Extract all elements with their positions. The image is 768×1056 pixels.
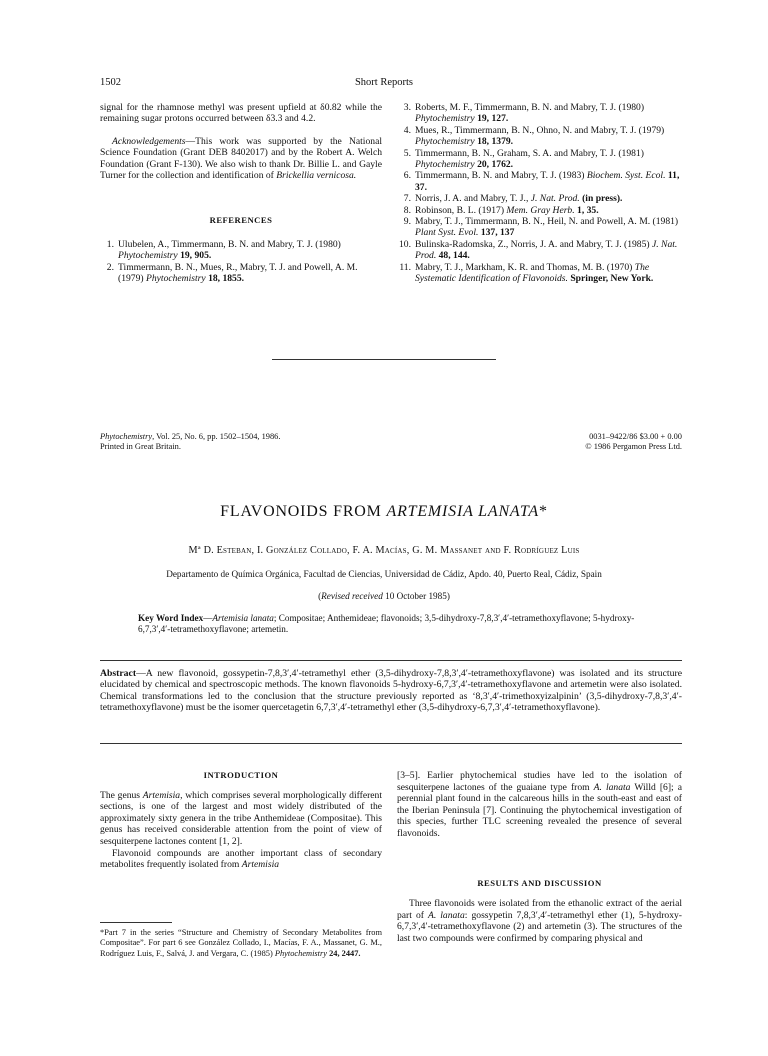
running-header: Short Reports [354,77,414,88]
page-number: 1502 [100,77,121,88]
reference-volume: Springer, New York. [567,273,654,285]
body-right-column [397,770,682,945]
reference-authors: Mabry, T. J., Timmermann, B. N., Heil, N. and Powell, A. M. (1981) [415,216,679,228]
reference-item [100,262,382,285]
reference-volume: 137, 137 [478,227,515,239]
text: Willd [6]; a perennial plant found in the calcareous hills in the south-east and east of the Iberian Peninsula [7]. Continuing the phytochemical investigation of this species, further TLC screening revealed the presence of several flavonoids. [397,781,682,839]
reference-number: 9. [403,216,411,228]
reference-volume: 19, 905. [177,250,212,262]
revised-label: Revised received [321,591,383,601]
reference-number: 7. [403,193,411,205]
reference-volume: 19, 127. [474,113,509,125]
reference-item [397,102,682,125]
text: , which comprises several morphologically different sections, is one of the largest and most widely distributed of the approximately sixty genera in the tribe Anthemideae (Compositae). This genus has received considerable attention from the point of view of sesquiterpene lactones content [1, 2]. [100,789,382,847]
references-list-right [397,102,682,285]
references-list-left [100,239,382,285]
reference-number: 10. [399,238,411,250]
key-word-species: Artemisia lanata [212,613,274,623]
reference-volume: 20, 1762. [474,159,514,171]
intro-paragraph-2 [100,848,382,871]
abstract-top-rule [100,660,682,661]
reference-volume: 48, 144. [436,250,470,262]
reference-journal: The Systematic Identification of Flavonoids. [415,261,650,285]
reference-authors: Timmermann, B. N. and Mabry, T. J. (1983) [415,170,587,182]
reference-volume: 11, 37. [415,170,680,193]
reference-authors: Timmermann, B. N., Graham, S. A. and Mabry, T. J. (1981) [415,147,644,159]
reference-journal: J. Nat. Prod. [530,193,580,205]
ack-label: Acknowledgements [112,135,186,147]
reference-journal: Biochem. Syst. Ecol. [586,170,666,182]
title-footnote [100,928,382,959]
reference-number: 5. [403,147,411,159]
reference-journal: Phytochemistry [415,159,475,171]
ack-text: —This work was supported by the National Science Foundation (Grant DEB 8402017) and by the Robert A. Welch Foundation (Grant F-130). We also wish to thank Dr. Billie L. and Gayle Turner for the collection and identification of [100,135,382,182]
reference-number: 8. [403,204,411,216]
reference-authors: Timmermann, B. N., Mues, R., Mabry, T. J. and Powell, A. M. (1979) [118,261,358,285]
reference-number: 4. [403,124,411,136]
results-paragraph [397,898,682,944]
abstract-label: Abstract [100,668,137,679]
reference-number: 1. [106,238,114,250]
intro-continued [397,770,682,840]
body-left-column [100,770,382,871]
text: Three flavonoids were isolated from the ethanolic extract of the aerial part of [397,898,682,921]
reference-item [397,239,682,262]
copyright-block [585,432,682,453]
abstract-text: —A new flavonoid, gossypetin-7,8,3′,4′-tetramethyl ether (3,5-dihydroxy-7,8,3′,4′-tetramethoxyflavone) was isolated and its structure elucidated by chemical and spectroscopic methods. The known flavonoids 5-hydroxy-6,7,3′,4′-tetramethoxyflavone and artemetin were also isolated. Chemical transformations led to the conclusion that the structure previously reported as ‘8,3′,4′-trimethoxyizalpinin’ (3,5-dihydroxy-7,8,3′,4′-tetramethoxyflavone) must be the isomer quercetagetin 6,7,3′,4′-tetramethyl ether (3,5-dihydroxy-6,7,3′,4′-tetramethoxyflavone). [100,668,682,714]
reference-journal: Phytochemistry [415,113,475,125]
revised-date-value: 10 October 1985 [382,591,447,601]
journal-volume: , Vol. 25, No. 6, pp. 1502–1504, 1986. [152,432,281,441]
reference-item [397,262,682,285]
reference-authors: Ulubelen, A., Timmermann, B. N. and Mabry, T. J. (1980) [118,238,341,250]
reference-number: 11. [399,261,411,273]
issn-code: 0031–9422/86 $3.00 + 0.00 [589,432,682,441]
article-title [0,503,768,521]
footnote-volume: 24, 2447. [326,948,361,958]
reference-authors: Bulinska-Radomska, Z., Norris, J. A. and Mabry, T. J. (1985) [415,238,652,250]
article-separator [272,359,496,360]
printed-in: Printed in Great Britain. [100,442,181,452]
revised-date: (Revised received 10 October 1985) [318,591,450,601]
authors: Mª D. Esteban, I. González Collado, F. A. Macías, G. M. Massanet and F. Rodríguez Luis [188,545,580,556]
journal-citation [100,432,280,453]
reference-authors: Mues, R., Timmermann, B. N., Ohno, N. and Mabry, T. J. (1979) [415,124,665,136]
reference-journal: Phytochemistry [415,136,475,148]
footnote-rule [100,922,172,923]
title-italic: ARTEMISIA LANATA [386,503,539,520]
reference-number: 6. [403,170,411,182]
reference-item [397,170,682,193]
reference-item [100,239,382,262]
title-plain: FLAVONOIDS FROM [220,503,387,520]
reference-journal: Mem. Gray Herb. [506,204,575,216]
text: : gossypetin 7,8,3′,4′-tetramethyl ether (1), 5-hydroxy-6,7,3′,4′-tetramethoxyflavone (2) and artemetin (3). The structures of the last two compounds were confirmed by comparing physical and [397,909,682,944]
copyright: © 1986 Pergamon Press Ltd. [585,442,682,452]
species-name: A. lanata [593,781,631,793]
reference-item [397,148,682,171]
species-name: A. lanata [427,909,465,921]
ack-species: Brickellia vernicosa. [276,170,357,182]
reference-authors: Roberts, M. F., Timmermann, B. N. and Mabry, T. J. (1980) [415,102,645,113]
reference-number: 3. [403,102,411,113]
reference-authors: Norris, J. A. and Mabry, T. J., [415,193,531,205]
text: Flavonoid compounds are another important class of secondary metabolites frequently isolated from [100,847,382,871]
reference-item [397,193,682,204]
affiliation: Departamento de Química Orgánica, Facultad de Ciencias, Universidad de Cádiz, Apdo. 40, Puerto Real, Cádiz, Spain [166,569,602,579]
prev-article-left-column [100,102,382,284]
introduction-heading: INTRODUCTION [203,770,279,780]
reference-number: 2. [106,261,114,273]
genus-name: Artemisia [241,859,280,871]
reference-authors: Mabry, T. J., Markham, K. R. and Thomas, M. B. (1970) [415,261,635,273]
reference-volume: 18, 1379. [474,136,514,148]
journal-name: Phytochemistry [100,432,153,441]
key-word-index: Key Word Index—Artemisia lanata; Compositae; Anthemideae; flavonoids; 3,5-dihydroxy-7,8,3′,4′-tetramethoxyflavone; 5-hydroxy-6,7,3′,4′-tetramethoxyflavone; artemetin. [138,613,635,634]
reference-authors: Robinson, B. L. (1917) [415,204,507,216]
title-footnote-mark: * [539,503,548,520]
genus-name: Artemisia [142,789,181,801]
reference-item [397,125,682,148]
reference-journal: Plant Syst. Evol. [415,227,479,239]
reference-journal: Phytochemistry [145,273,206,285]
intro-paragraph-1 [100,790,382,848]
text: [3–5]. Earlier phytochemical studies have led to the isolation of sesquiterpene lactones of the guaiane type from [397,770,682,793]
footnote-journal: Phytochemistry [274,948,327,958]
results-heading: RESULTS AND DISCUSSION [477,877,602,888]
reference-item [397,205,682,216]
key-word-list: ; Compositae; Anthemideae; flavonoids; 3,5-dihydroxy-7,8,3′,4′-tetramethoxyflavone; 5-hydroxy-6,7,3′,4′-tetramethoxyflavone; artemetin. [138,613,635,634]
reference-journal: Phytochemistry [118,250,178,262]
reference-volume: 1, 35. [574,204,599,216]
references-heading: REFERENCES [209,215,273,226]
reference-volume: 18, 1855. [205,273,245,285]
prev-article-right-column [397,102,682,285]
acknowledgements [100,136,382,182]
abstract-bottom-rule [100,743,682,744]
reference-item [397,216,682,239]
abstract [100,668,682,714]
paragraph: signal for the rhamnose methyl was present upfield at δ0.82 while the remaining sugar protons occurred between δ3.3 and 4.2. [100,102,382,125]
key-word-label: Key Word Index [138,613,204,623]
text: The genus [100,789,143,801]
reference-journal: J. Nat. Prod. [415,238,678,262]
footnote-text: *Part 7 in the series “Structure and Chemistry of Secondary Metabolites from Compositae”. For part 6 see González Collado, I., Macías, F. A., Massanet, G. M., Rodríguez Luis, F., Salvá, J. and Vergara, C. (1985) [100,928,382,958]
reference-volume: (in press). [579,193,623,205]
